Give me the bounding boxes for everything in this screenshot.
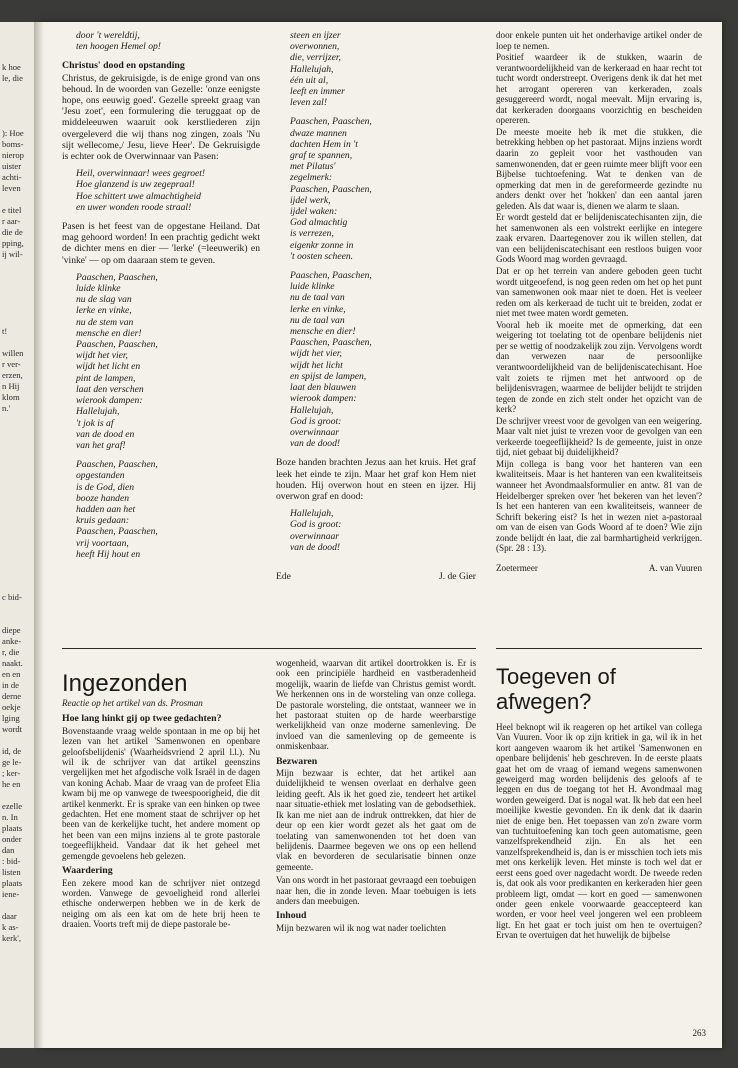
margin-fragment: lging [2,713,20,723]
poem-line: wijdt het licht [290,359,343,371]
section-heading: Inhoud [276,910,307,922]
paragraph: De meeste moeite heb ik met die stukken, die betrekking hebben op het pastoraat. Mijns inziens wordt daarin zo gepleit voor het vasthouden van samenwonenden, dat er geen ruimte meer blijft voor een Bijbelse tuchtoefening. Wat te denken van de opmerking dat men in de gereformeerde gezindte nu anders denkt over het 'hokken' dan een aantal jaren geleden. Als dat waar is, dienen we alarm te slaan. [496,126,702,211]
poem-line: luide klinke [76,283,121,295]
margin-fragment: k hoe [2,62,21,72]
poem-line: Paaschen, Paaschen, [76,339,158,351]
paragraph: Van ons wordt in het pastoraat gevraagd een toebuigen naar hen, die in zonde leven. Maar toebuigen is iets anders dan meebuigen. [276,875,476,906]
poem-line: hadden aan het [76,503,136,515]
margin-fragment [2,282,24,293]
poem-line: met Pilatus' [290,161,336,173]
margin-fragment: r, die [2,647,20,657]
margin-fragment: r aar- [2,216,21,226]
margin-fragment: die de [2,227,23,237]
margin-fragment: en en [2,669,21,679]
poem-line: die, verrijzer, [290,52,341,64]
margin-fragment: r ver- [2,359,21,369]
margin-fragment [2,117,24,128]
poem-line: God almachtig [290,217,348,229]
margin-fragment: ge le- [2,757,22,767]
signature-place: Ede [276,570,291,582]
margin-fragment [2,271,24,282]
margin-fragment [2,194,24,205]
poem-line: lerke en vinke, [76,305,132,317]
poem-line: van de dood en [76,428,135,440]
poem-line: Paaschen, Paaschen, [76,271,158,283]
margin-fragment: pping, [2,238,24,248]
poem-line: wierook dampen: [76,395,143,407]
margin-fragment: ezelle [2,801,23,811]
margin-fragment: nierop [2,150,24,160]
paragraph: Bovenstaande vraag welde spontaan in me op bij het lezen van het artikel 'Samenwonen en openbare geloofsbelijdenis' (Waarheidsvriend 2 april l.l.). Nu wil ik de schrijver van dat artikel geenszins vergelijken met het afgodische volk Israël in de dagen van koning Achab. Maar de vraag van de profeet Elia kwam bij me op vanwege de tweespoorigheid, die dit artikel kenmerkt. Er is sprake van een hinken op twee gedachten. Het ene moment staat de schrijver op het been van de kerkelijke tucht, het andere moment op het been van een mijns inziens al te grote pastorale toegeeflijkheid. Vandaar dat ik het geheel met gemengde gevoelens heb gelezen. [62,725,260,861]
poem-line: graf te spannen, [290,150,353,162]
margin-fragment: n. In [2,812,18,822]
poem-line: vrij voortaan, [76,537,129,549]
margin-fragment [2,790,23,801]
paragraph: Vooral heb ik moeite met de opmerking, dat een weigering tot toelating tot de openbare belijdenis niet per se wettig of noodzakelijk zou zijn. Vervolgens wordt dan verwezen naar de persoonlijke verantwoordelijkheid van de belijdeniscatechisant. Hoe valt zoiets te rijmen met het antwoord op de belijdenisvragen, waarmee de belijder belijdt te strijden tegen de zonde en zich stelt onder het opzicht van de kerk? [496,319,702,415]
margin-fragment: boms- [2,139,24,149]
margin-fragment: id, de [2,746,22,756]
margin-fragment: onder [2,834,22,844]
poem-line: nu de slag van [76,294,132,306]
section-heading: Bezwaren [276,755,318,767]
margin-fragment: he en [2,779,21,789]
article-subtitle: Reactie op het artikel van ds. Prosman [62,698,203,708]
poem-line: Hallelujah, [290,63,334,75]
section-heading: Hoe lang hinkt gij op twee gedachten? [62,713,222,725]
poem-taal [290,270,476,449]
margin-fragment [2,260,24,271]
page-number: 263 [692,1028,706,1038]
margin-fragment: kerk', [2,933,21,943]
poem-paaschen [76,272,260,451]
margin-fragment [2,603,23,614]
poem-line: nu de taal van [290,314,345,326]
poem-line: Paaschen, Paaschen, [76,526,158,538]
poem-line: pint de lampen, [76,372,136,384]
section-heading: Waardering [62,865,113,877]
paragraph: Positief waardeer ik de stukken, waarin de verantwoordelijkheid van de kerkeraad en haar recht tot tucht wordt onderstreept. Overigens denk ik dat het met het arrogant opereren van kerkeraden, zoals gesuggereerd wordt, nogal meevalt. Mijn ervaring is, dat kerkeraden doorgaans voorzichtig en bescheiden opereren. [496,52,702,126]
margin-fragment [2,900,23,911]
poem-line: mensche en dier! [290,326,356,338]
margin-fragment [2,84,24,95]
margin-fragment [2,95,24,106]
margin-fragment: : bid- [2,856,21,866]
paragraph: Boze handen brachten Jezus aan het kruis. Het graf leek het einde te zijn. Maar het graf kon Hem niet houden. Hij overwon hout en steen en ijzer. Hij overwon graf en dood: [276,457,476,502]
signature-author: J. de Gier [438,570,476,582]
column-3 [496,30,702,573]
poem-line: booze handen [76,492,130,504]
poem-line: Hallelujah, [290,508,334,520]
margin-fragment: n Hij [2,381,20,391]
signature [276,571,476,582]
margin-fragment: uister [2,161,22,171]
poem-opgestanden [76,459,260,560]
margin-fragment: klom [2,392,20,402]
paragraph: Een zekere mood kan de schrijver niet ontzegd worden. Vanwege de gevoeligheid rond allerlei ethische onderwerpen hebben we in de kerk de neiging om als een kat om de hete brij heen te draaien. Voorts treft mij de diepe pastorale be- [62,877,260,930]
signature-author: A. van Vuuren [648,562,702,573]
margin-fragment [2,106,24,117]
poem-line: Paaschen, Paaschen, [290,337,372,349]
section-heading: Christus' dood en opstanding [62,60,185,72]
margin-fragment: c bid- [2,592,22,602]
ingezonden-article [62,658,260,933]
poem-line: wijdt het vier, [76,350,128,362]
margin-fragment: oekje [2,702,21,712]
magazine-page [40,22,722,1048]
poem-line: Paaschen, Paaschen, [290,270,372,282]
paragraph: Mijn bezwaar is echter, dat het artikel aan duidelijkheid te wensen overlaat en derhalve geen leiding geeft. Als ik het goed zie, tendeert het artikel naar situatie-ethiek met loslating van de gebodsethiek. Ik kan me niet aan de indruk onttrekken, dat hier de deur op een kier wordt gezet als het gaat om de toelating van samenwonenden tot het doen van belijdenis. Daarmee begeven we ons op een hellend vlak en bevorderen de secularisatie binnen onze gemeente. [276,768,476,872]
poem-line: wierook dampen: [290,393,357,405]
poem-line: laat den verschen [76,383,144,395]
margin-fragment: anke- [2,636,22,646]
poem-line: opgestanden [76,470,125,482]
paragraph: Mijn bezwaren wil ik nog wat nader toelichten [276,922,446,933]
poem-line: Hallelujah, [76,406,120,418]
poem-line: en spijst de lampen, [290,370,367,382]
margin-fragment: ): Hoe [2,128,24,138]
margin-fragment: achti- [2,172,22,182]
margin-fragment: leven [2,183,21,193]
toegeven-article [496,658,702,944]
margin-fragment: n.' [2,403,10,413]
margin-fragment: e titel [2,205,22,215]
signature [496,563,702,574]
margin-fragment: plaats [2,823,23,833]
poem-line: Paaschen, Paaschen, [290,116,372,128]
divider-line [496,648,702,649]
article-title: Ingezonden [62,670,188,697]
page-gutter-shadow [34,22,44,1048]
poem-line: Hallelujah, [290,404,334,416]
poem-hallelujah [290,508,476,553]
poem-line: overwinnaar [290,426,340,438]
poem-line: ijdel werk, [290,194,331,206]
margin-fragment: le, die [2,73,23,83]
paragraph: Dat er op het terrein van andere geboden geen tucht wordt uitgeoefend, is nog geen reden om het op het punt van samenwonen ook maar niet te doen. Het is veeleer reden om als kerkeraad de tucht uit te breiden, zodat er niet met twee maten wordt gemeten. [496,266,702,319]
poem-line: laat den blauwen [290,382,357,394]
poem-line: steen en ijzer [290,30,341,41]
poem-line: van de dood! [290,438,341,450]
column-1 [62,30,260,560]
poem-line: ijdel waken: [290,206,338,218]
margin-fragment: in de [2,680,19,690]
paragraph: Pasen is het feest van de opgestane Heiland. Dat mag gehoord worden! In een prachtig gedicht wekt de dichter mens en dier — 'lerke' (=leeuwerik) en 'vinke' — op om daaraan stem te geven. [62,221,260,266]
margin-fragment [2,293,24,304]
poem-line: 't jok is af [76,417,114,429]
poem-line: luide klinke [290,281,335,293]
poem-line: mensche en dier! [76,327,142,339]
paragraph: Heel beknopt wil ik reageren op het artikel van collega Van Vuuren. Voor ik op zijn kritiek in ga, wil ik in het kort aangeven waarom ik het artikel 'Samenwonen en openbare belijdenis' heb geschreven. In de eerste plaats gaat het om de vraag of iemand wegens samenwonen geweigerd mag worden belijdenis des geloofs af te leggen en dus de toegang tot het H. Avondmaal mag worden geweigerd. Dat is nogal wat. Ik heb dat een heel moeilijke kwestie gevonden. En ik denk dat ik daarin niet de enige ben. Het toepassen van zo'n zware vorm van tuchtuitoefening kan toch geen automatisme, geen vanzelfsprekendheid zijn. En als het een vanzelfsprekendheid is, dan is er misschien toch iets mis met ons kerkelijk leven. Het minste is toch wel dat er eerst eens goed over nagedacht wordt. De tweede reden is, dat ook als voor predikanten en kerkeraden hier geen probleem ligt, omdat — kort en goed — samenwonen onder geen enkele voorwaarde geaccepteerd kan worden, er voor heel veel jongeren wel een probleem ligt. En het gaat er toch juist om hen te overtuigen? Ervan te overtuigen dat het huwelijk de bijbelse [496,722,702,941]
poem-line: nu de stem van [76,316,134,328]
margin-fragment: naakt. [2,658,23,668]
poem-line: heeft Hij hout en [76,548,141,560]
paragraph: wogenheid, waarvan dit artikel doortrokken is. Er is ook een principiële hardheid en vastberadenheid mogelijk, waarin de liefde van Christus gemist wordt. We herkennen ons in de worsteling van onze collega. De pastorale worsteling, die ontstaat, wanneer we in het pastoraat stuiten op de harde weerbarstige werkelijkheid van onze moderne samenleving. De invloed van die samenleving op de gemeente is onmiskenbaar. [276,658,476,752]
poem-heil: Heil, overwinnaar! wees gegroet! Hoe glanzend is uw zegepraal! Hoe schittert uwe almachtigheid en uwer wonden roode straal! [76,168,206,213]
paragraph: door enkele punten uit het onderhavige artikel onder de loep te nemen. [496,30,702,51]
poem-top: door 't wereldtij, ten hoogen Hemel op! [76,30,161,53]
poem-line: kruis gedaan: [76,515,130,527]
margin-fragment: wordt [2,724,23,734]
margin-fragment: derne [2,691,22,701]
margin-fragment: diepe [2,625,21,635]
divider-line [62,648,476,649]
margin-fragment: erzen, [2,370,23,380]
margin-fragment [2,735,23,746]
paragraph: Er wordt gesteld dat er belijdeniscatechisanten zijn, die het samenwonen als een volstrekt eerlijke en integere zaak ervaren. Daartegenover zou ik willen stellen, dat van een belijdeniscatechisant een restloos buigen voor Gods Woord mag worden gevraagd. [496,212,702,265]
poem-line: eigenkr zonne in [290,239,354,251]
poem-line: dwaze mannen [290,127,347,139]
margin-fragment [2,304,24,315]
margin-fragment: daar [2,911,17,921]
ingezonden-article-cont [276,658,476,936]
margin-fragment [2,315,24,326]
poem-line: is verrezen, [290,228,334,240]
poem-line: leeft en immer [290,86,345,98]
margin-fragments-top [2,62,24,414]
margin-fragment: ; ker- [2,768,21,778]
poem-line: wijdt het licht en [76,361,141,373]
poem-line: God is groot: [290,415,342,427]
paragraph: Christus, de gekruisigde, is de enige grond van ons behoud. In de woorden van Gezelle: 'onze eenigste hope, ons eeuwig goed'. Gezelle spreekt graag van 'Jesu zoet', een formulering die teruggaat op de middeleeuwen waaruit ook kerstliederen zijn overgeleverd die wij thans nog zingen, zoals 'Nu sijt wellecome,/ Jesu, lieve Heer'. De Gekruisigde is echter ook de Overwinnaar van Pasen: [62,72,260,163]
poem-dwaze [290,116,476,262]
margin-fragment: k as- [2,922,19,932]
poem-line: zegelmerk: [290,172,333,184]
poem-line: van het graf! [76,439,126,451]
signature-place: Zoetermeer [496,562,538,573]
poem-line: leven zal! [290,97,328,109]
poem-line: 't oosten scheen. [290,250,354,262]
margin-fragment: plaats [2,878,23,888]
poem-line: is de God, dien [76,481,135,493]
article-title: Toegeven of afwegen? [496,664,616,714]
poem-line: dachten Hem in 't [290,138,358,150]
column-2 [276,30,476,582]
margin-fragment: ij wil- [2,249,23,259]
margin-fragments-bottom [2,592,23,944]
margin-fragment: willen [2,348,24,358]
margin-fragment: listen [2,867,21,877]
column-3-paragraphs [496,30,702,554]
poem-line: Paaschen, Paaschen, [290,183,372,195]
poem-line: God is groot: [290,519,342,531]
margin-fragment: dan [2,845,15,855]
poem-line: nu de taal van [290,292,345,304]
poem-line: één uit al, [290,74,329,86]
margin-fragment: t! [2,326,8,336]
poem-line: wijdt het vier, [290,348,342,360]
margin-fragment [2,614,23,625]
margin-fragment: iene- [2,889,20,899]
poem-line: van de dood! [290,541,341,553]
poem-line: lerke en vinke, [290,303,346,315]
margin-fragment [2,337,24,348]
poem-line: overwonnen, [290,41,340,53]
poem-steen [290,30,476,108]
poem-line: overwinnaar [290,530,340,542]
poem-line: Paaschen, Paaschen, [76,459,158,471]
paragraph: Mijn collega is bang voor het hanteren van een kwaliteitseis. Maar is het hanteren van een kwaliteitseis wanneer het Avondmaalsformulier en antw. 81 van de Heidelberger spreken over 'het bekeren van het leven'? Is het een hanteren van een kwaliteitseis, wanneer de Schrift bekering eist? Is het in wezen niet a-pastoraal om van de eisen van Gods Woord af te doen? Wie zijn zonde belijdt én laat, die zal barmhartigheid verkrijgen. (Spr. 28 : 13). [496,458,702,554]
paragraph: De schrijver vreest voor de gevolgen van een weigering. Maar valt niet juist te vrezen voor de gevolgen van een verkeerde toegeeflijkheid? Is de gemeente, juist in onze tijd, niet gebaat bij duidelijkheid? [496,415,702,458]
